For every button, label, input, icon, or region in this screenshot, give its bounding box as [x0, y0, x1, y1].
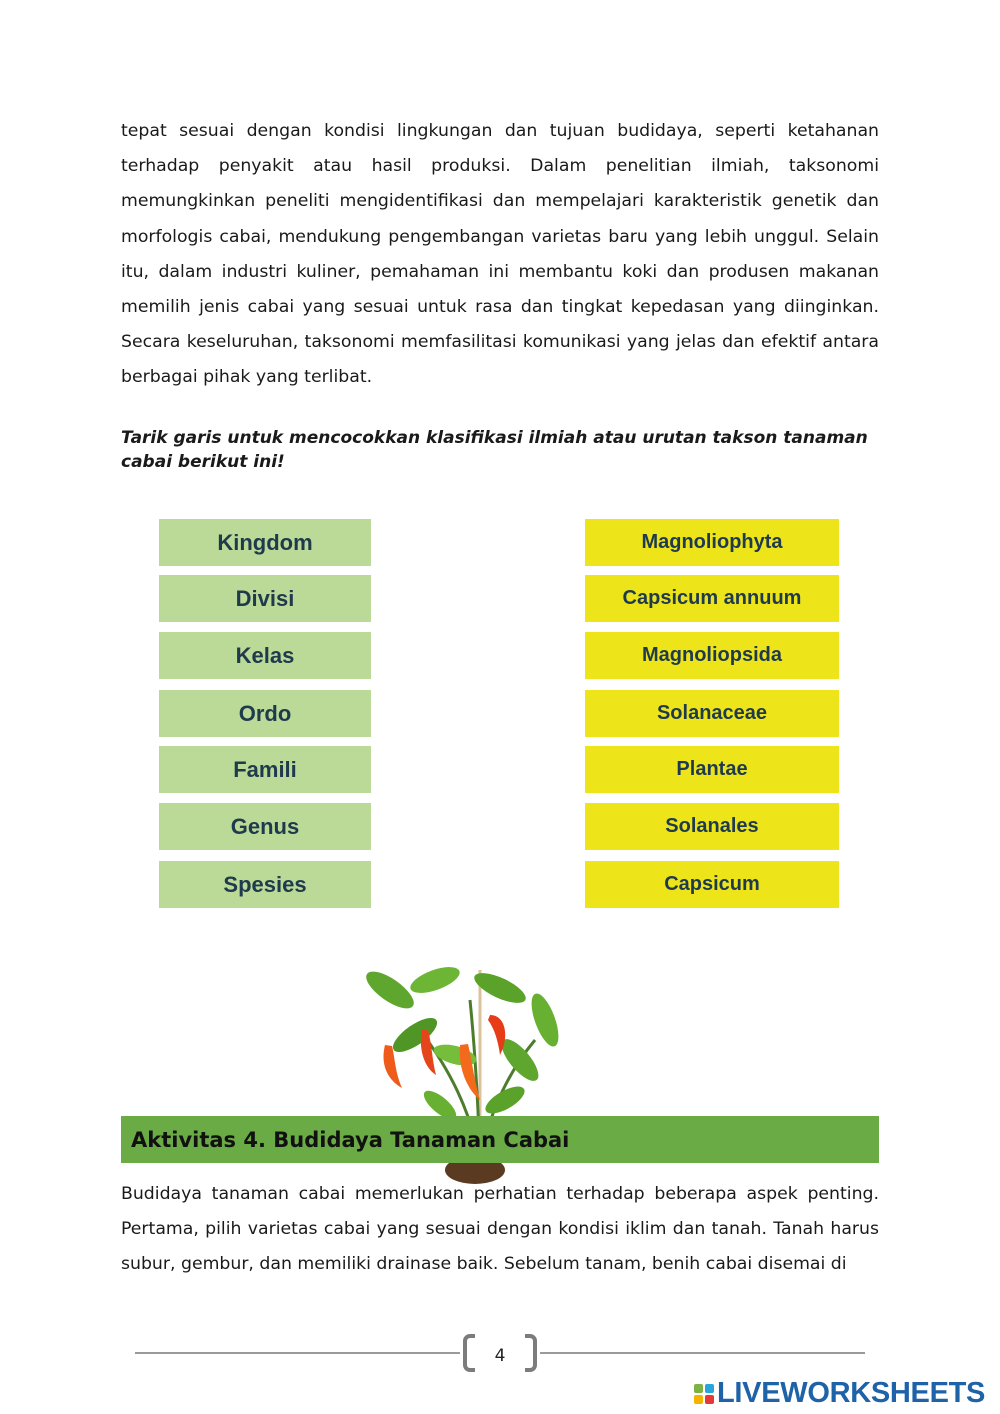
taxon-box-capsicum[interactable]: Capsicum: [585, 861, 839, 908]
taxon-box-solanaceae[interactable]: Solanaceae: [585, 690, 839, 737]
taxon-box-solanales[interactable]: Solanales: [585, 803, 839, 850]
rank-box-ordo[interactable]: Ordo: [159, 690, 371, 737]
intro-paragraph: tepat sesuai dengan kondisi lingkungan dan tujuan budidaya, seperti ketahanan terhadap penyakit atau hasil produksi. Dalam penelitian ilmiah, taksonomi memungkinkan peneliti mengidentifikasi dan mempelajari karakteristik genetik dan morfologis cabai, mendukung pengembangan varietas baru yang lebih unggul. Selain itu, dalam industri kuliner, pemahaman ini membantu koki dan produsen makanan memilih jenis cabai yang sesuai untuk rasa dan tingkat kepedasan yang diinginkan. Secara keseluruhan, taksonomi memfasilitasi komunikasi yang jelas dan efektif antara berbagai pihak yang terlibat.: [121, 121, 879, 388]
badge-square-e: [705, 1395, 714, 1404]
taxon-box-magnoliophyta[interactable]: Magnoliophyta: [585, 519, 839, 566]
page-number: 4: [494, 1346, 506, 1366]
footer-divider-left: [135, 1352, 460, 1354]
rank-box-genus[interactable]: Genus: [159, 803, 371, 850]
badge-square-l: [694, 1384, 703, 1393]
rank-box-divisi[interactable]: Divisi: [159, 575, 371, 622]
rank-box-spesies[interactable]: Spesies: [159, 861, 371, 908]
footer-divider-right: [540, 1352, 865, 1354]
activity-instruction: Tarik garis untuk mencocokkan klasifikasi ilmiah atau urutan takson tanaman cabai berikut ini!: [121, 428, 868, 472]
budidaya-paragraph: Budidaya tanaman cabai memerlukan perhatian terhadap beberapa aspek penting. Pertama, pilih varietas cabai yang sesuai dengan kondisi iklim dan tanah. Tanah harus subur, gembur, dan memiliki drainase baik. Sebelum tanam, benih cabai disemai di: [121, 1184, 879, 1275]
rank-box-kelas[interactable]: Kelas: [159, 632, 371, 679]
rank-box-famili[interactable]: Famili: [159, 746, 371, 793]
badge-square-v: [694, 1395, 703, 1404]
taxon-box-plantae[interactable]: Plantae: [585, 746, 839, 793]
badge-square-i: [705, 1384, 714, 1393]
liveworksheets-badge-icon: [694, 1384, 714, 1404]
liveworksheets-wordmark: LIVEWORKSHEETS: [717, 1377, 986, 1409]
liveworksheets-logo: [694, 1377, 985, 1410]
section-banner-budidaya: Aktivitas 4. Budidaya Tanaman Cabai: [121, 1116, 879, 1163]
taxon-box-capsicum-annuum[interactable]: Capsicum annuum: [585, 575, 839, 622]
rank-box-kingdom[interactable]: Kingdom: [159, 519, 371, 566]
taxon-box-magnoliopsida[interactable]: Magnoliopsida: [585, 632, 839, 679]
